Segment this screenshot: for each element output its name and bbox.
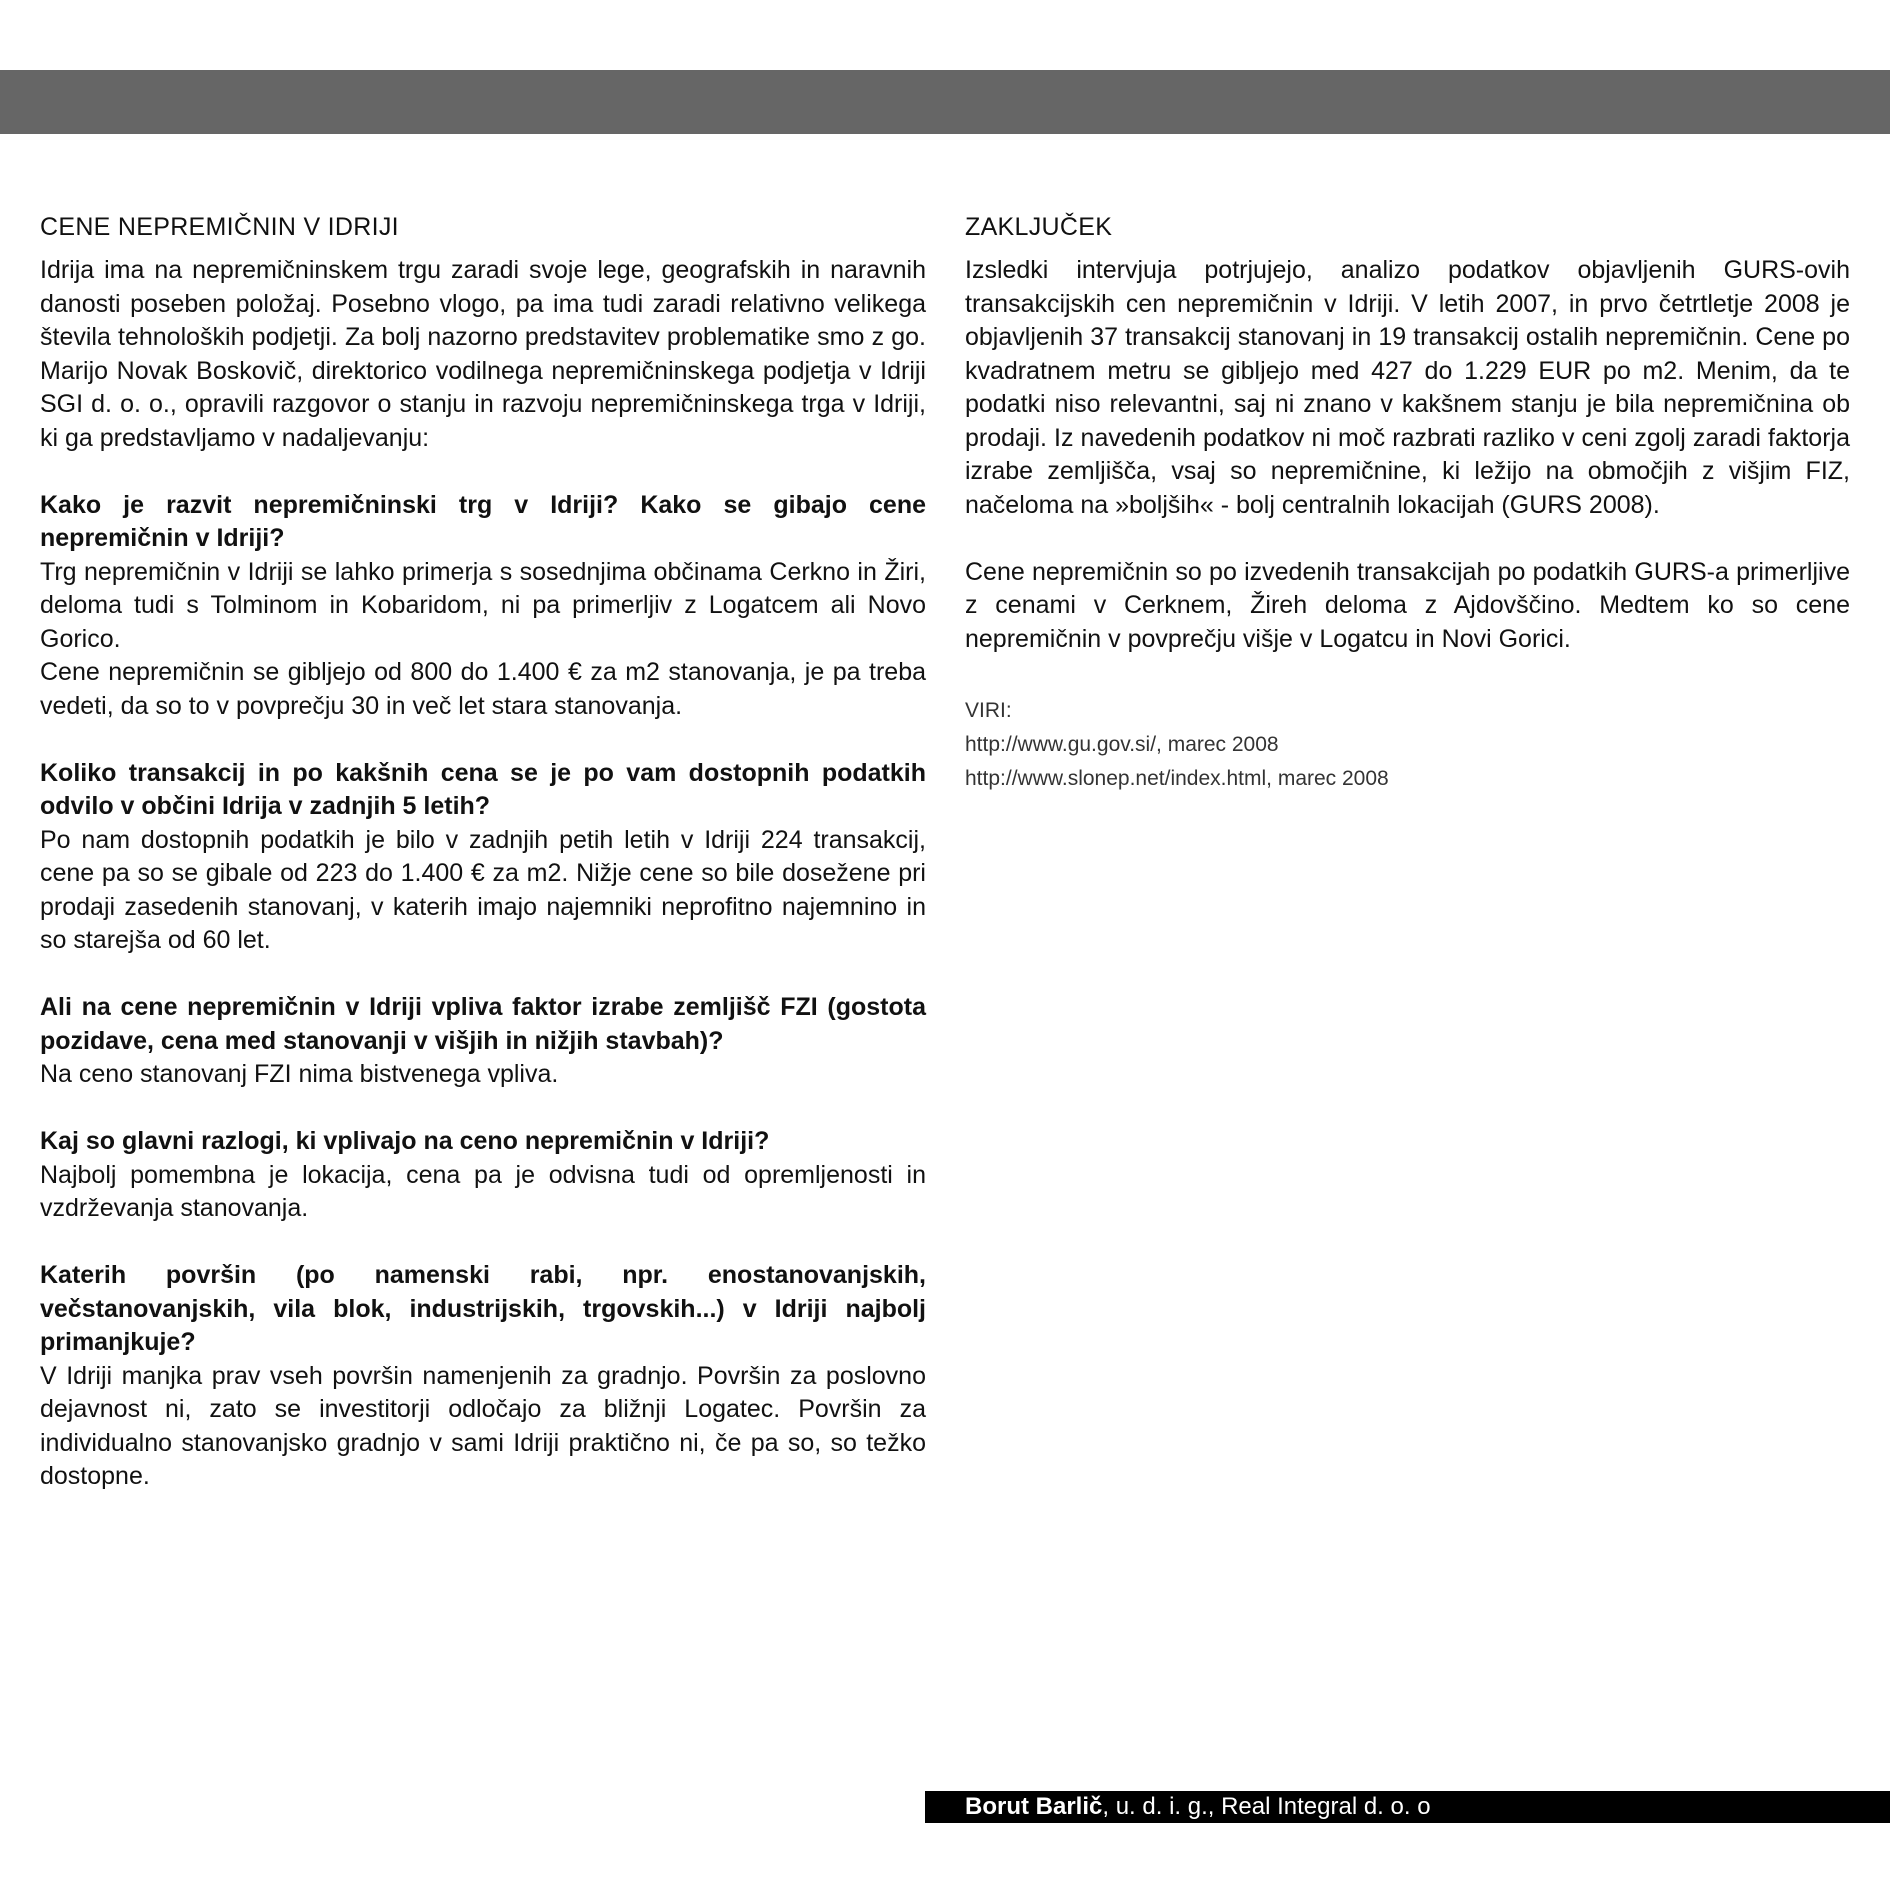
qa-block [40, 489, 926, 724]
answer: V Idriji manjka prav vseh površin namenjenih za gradnjo. Površin za poslovno dejavnost ni, zato se investitorji odločajo za bližnji Logatec. Površin za individualno stanovanjsko gradnjo v sami Idriji praktično ni, če pa so, so težko dostopne. [40, 1361, 926, 1490]
section-title-conclusion: ZAKLJUČEK [965, 213, 1113, 241]
question: Kaj so glavni razlogi, ki vplivajo na ceno nepremičnin v Idriji? [40, 1127, 770, 1155]
section-title-prices: CENE NEPREMIČNIN V IDRIJI [40, 213, 399, 241]
qa-block [40, 1125, 926, 1226]
right-column [965, 212, 1850, 796]
question: Kako je razvit nepremičninski trg v Idriji? Kako se gibajo cene nepremičnin v Idriji? [40, 490, 926, 552]
intro-paragraph: Idrija ima na nepremičninskem trgu zaradi svoje lege, geografskih in naravnih danosti poseben položaj. Posebno vlogo, pa ima tudi zaradi relativno velikega števila tehnoloških podjetji. Za bolj nazorno predstavitev problematike smo z go. Marijo Novak Boskovič, direktorico vodilnega nepremičninskega podjetja v Idriji SGI d. o. o., opravili razgovor o stanju in razvoju nepremičninskega trga v Idriji, ki ga predstavljamo v nadaljevanju: [40, 256, 926, 452]
author-affiliation: , u. d. i. g., Real Integral d. o. o [1102, 1793, 1431, 1820]
answer: Na ceno stanovanj FZI nima bistvenega vpliva. [40, 1060, 559, 1088]
author-line [925, 1791, 1890, 1823]
answer: Trg nepremičnin v Idriji se lahko primerja s sosednjima občinama Cerkno in Žiri, deloma tudi s Tolminom in Kobaridom, ni pa primerljiv z Logatcem ali Novo Gorico. [40, 557, 926, 653]
source-link[interactable]: http://www.slonep.net/index.html, marec 2008 [965, 767, 1389, 790]
header-band [0, 70, 1890, 134]
author-footer [925, 1791, 1890, 1823]
answer: Po nam dostopnih podatkih je bilo v zadnjih petih letih v Idriji 224 transakcij, cene pa so se gibale od 223 do 1.400 € za m2. Nižje cene so bile dosežene pri prodaji zasedenih stanovanj, v katerih imajo najemniki neprofitno najemnino in so starejša od 60 let. [40, 825, 926, 954]
question: Katerih površin (po namenski rabi, npr. enostanovanjskih, večstanovanjskih, vila blok, industrijskih, trgovskih...) v Idriji najbolj primanjkuje? [40, 1261, 926, 1356]
conclusion-paragraph: Cene nepremičnin so po izvedenih transakcijah po podatkih GURS-a primerljive z cenami v Cerknem, Žireh deloma z Ajdovščino. Medtem ko so cene nepremičnin v povprečju višje v Logatcu in Novi Gorici. [965, 557, 1850, 653]
qa-block [40, 991, 926, 1092]
source-link[interactable]: http://www.gu.gov.si/, marec 2008 [965, 733, 1279, 756]
question: Ali na cene nepremičnin v Idriji vpliva faktor izrabe zemljišč FZI (gostota pozidave, cena med stanovanji v višjih in nižjih stavbah)? [40, 993, 926, 1055]
qa-block [40, 757, 926, 958]
sources-label: VIRI: [965, 699, 1012, 722]
answer: Cene nepremičnin se gibljejo od 800 do 1.400 € za m2 stanovanja, je pa treba vedeti, da so to v povprečju 30 in več let stara stanovanja. [40, 658, 926, 720]
conclusion-paragraph: Izsledki intervjuja potrjujejo, analizo podatkov objavljenih GURS-ovih transakcijskih cen nepremičnin v Idriji. V letih 2007, in prvo četrtletje 2008 je objavljenih 37 transakcij stanovanj in 19 transakcij ostalih nepremičnin. Cene po kvadratnem metru se gibljejo med 427 do 1.229 EUR po m2. Menim, da te podatki niso relevantni, saj ni znano v kakšnem stanju je bila nepremičnina ob prodaji. Iz navedenih podatkov ni moč razbrati razliko v ceni zgolj zaradi faktorja izrabe zemljišča, vsaj so nepremičnine, ki ležijo na območjih z višjim FIZ, načeloma na »boljših« - bolj centralnih lokacijah (GURS 2008). [965, 256, 1850, 519]
author-name: Borut Barlič [965, 1793, 1103, 1820]
sources-list [965, 694, 1850, 796]
left-column [40, 212, 926, 1527]
answer: Najbolj pomembna je lokacija, cena pa je odvisna tudi od opremljenosti in vzdrževanja stanovanja. [40, 1160, 926, 1222]
question: Koliko transakcij in po kakšnih cena se je po vam dostopnih podatkih odvilo v občini Idrija v zadnjih 5 letih? [40, 758, 926, 820]
qa-block [40, 1259, 926, 1494]
